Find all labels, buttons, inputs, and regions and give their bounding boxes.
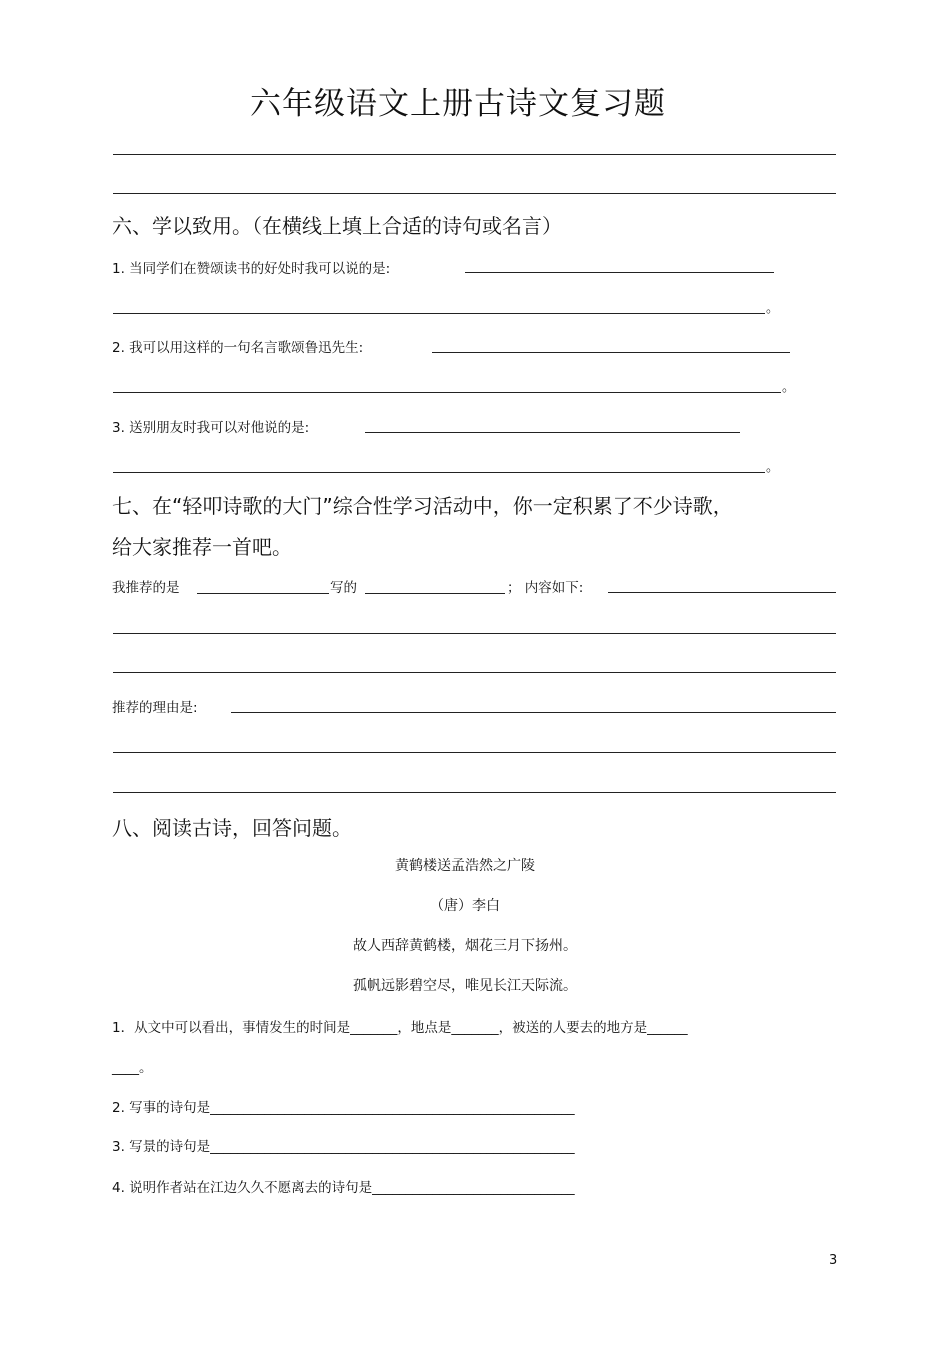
section-8-heading: 八、阅读古诗，回答问题。 [112, 816, 352, 840]
answer-line [608, 592, 836, 593]
answer-line [197, 593, 329, 594]
content-label: ； 内容如下: [507, 580, 584, 596]
period-mark: 。 [782, 380, 796, 395]
writer-label: 写的 [330, 580, 357, 596]
answer-line [365, 593, 505, 594]
answer-line [432, 352, 790, 353]
section-7-heading: 七、在“轻叩诗歌的大门”综合性学习活动中，你一定积累了不少诗歌， [112, 494, 733, 518]
answer-line [113, 633, 836, 634]
poem-line-2: 孤帆远影碧空尽，唯见长江天际流。 [353, 978, 577, 994]
answer-line [113, 672, 836, 673]
recommend-label: 我推荐的是 [112, 580, 180, 596]
period-mark: 。 [766, 460, 780, 475]
section-6-heading: 六、学以致用。（在横线上填上合适的诗句或名言） [112, 214, 562, 238]
poem-line-1: 故人西辞黄鹤楼，烟花三月下扬州。 [353, 938, 577, 954]
answer-line [365, 432, 740, 433]
question-8-3: 3. 写景的诗句是______________________________________________________ [112, 1139, 575, 1155]
question-8-4: 4. 说明作者站在江边久久不愿离去的诗句是______________________________ [112, 1180, 575, 1196]
question-6-2: 2. 我可以用这样的一句名言歌颂鲁迅先生: [112, 340, 364, 356]
poem-title: 黄鹤楼送孟浩然之广陵 [395, 858, 535, 874]
poem-author: （唐）李白 [430, 898, 500, 914]
answer-line [231, 712, 836, 713]
reason-label: 推荐的理由是: [112, 700, 198, 716]
answer-line [113, 472, 765, 473]
question-6-3: 3. 送别朋友时我可以对他说的是: [112, 420, 310, 436]
answer-line [113, 392, 781, 393]
answer-line [113, 193, 836, 194]
answer-line [113, 792, 836, 793]
answer-line [113, 154, 836, 155]
question-8-1-cont: ____。 [112, 1060, 153, 1076]
page-number: 3 [829, 1253, 838, 1268]
answer-line [113, 313, 765, 314]
question-6-1: 1. 当同学们在赞颂读书的好处时我可以说的是: [112, 261, 391, 277]
answer-line [465, 272, 774, 273]
period-mark: 。 [766, 301, 780, 316]
answer-line [113, 752, 836, 753]
question-8-2: 2. 写事的诗句是______________________________________________________ [112, 1100, 575, 1116]
question-8-1: 1．从文中可以看出，事情发生的时间是_______，地点是_______，被送的人要去的地方是______ [112, 1020, 688, 1036]
section-7-heading-cont: 给大家推荐一首吧。 [112, 535, 292, 559]
page-title: 六年级语文上册古诗文复习题 [250, 86, 666, 122]
